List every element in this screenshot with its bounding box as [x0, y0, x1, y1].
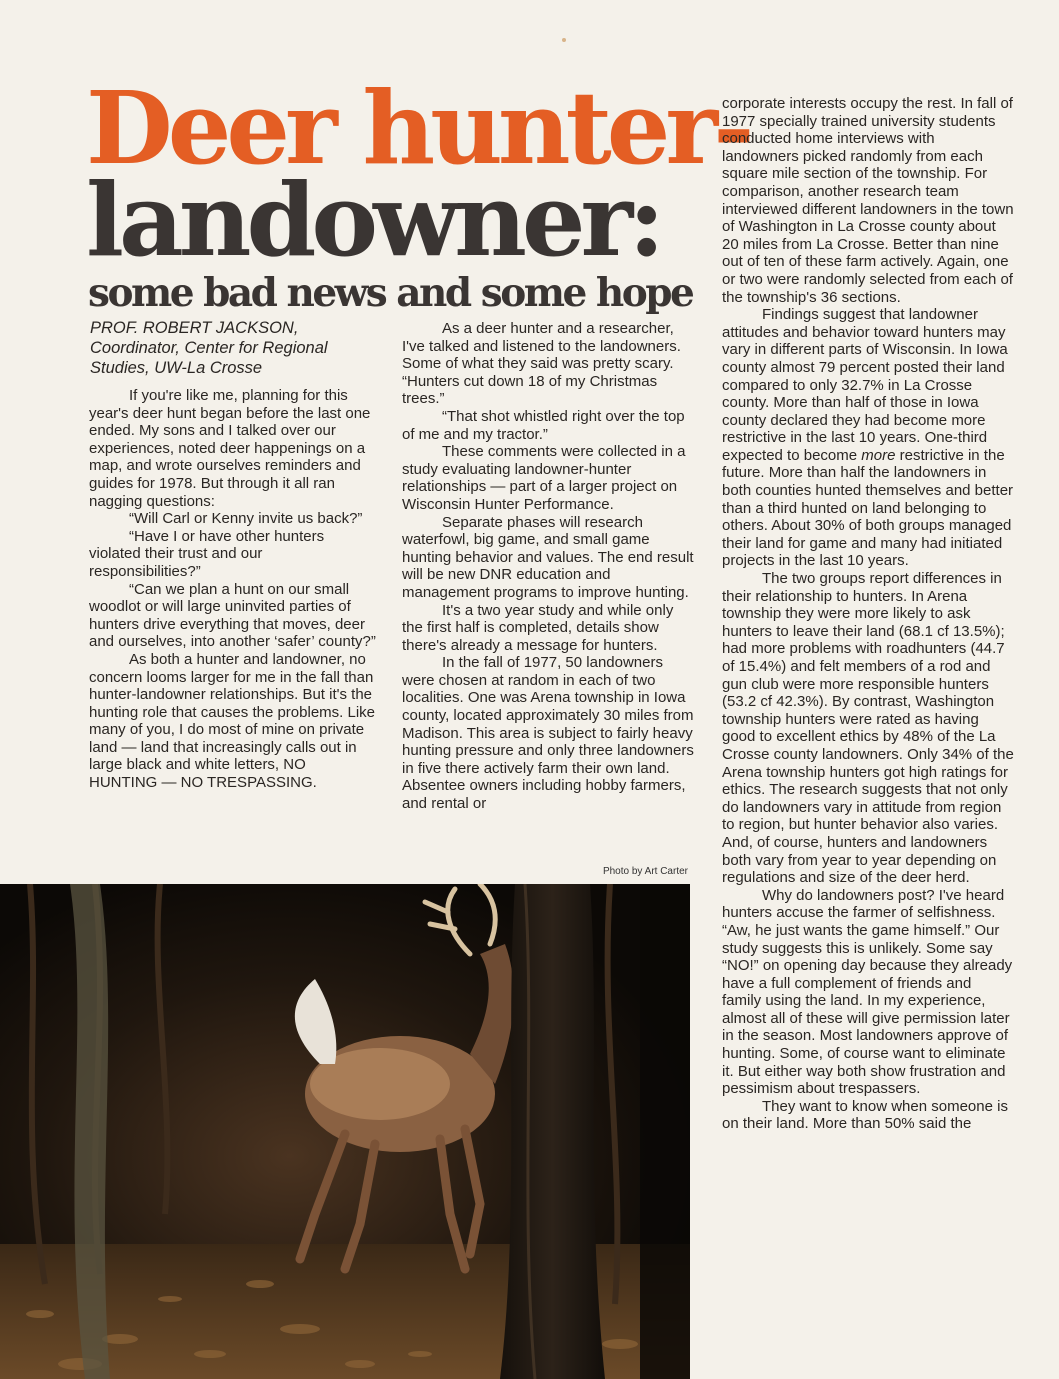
paragraph: “That shot whistled right over the top of me and my tractor.”	[402, 407, 685, 443]
paragraph-text: restrictive in the future. More than half the landowners in both counties hunted themselves and better than a third hunted on land belonging to others. About 30% of both groups managed their land for game and many had initiated projects in the last 10 years.	[722, 446, 1014, 570]
paragraph: “Can we plan a hunt on our small woodlot or will large uninvited parties of hunters drive everything that moves, deer and ourselves, into another ‘safer’ county?”	[89, 580, 376, 651]
paragraph: If you're like me, planning for this year's deer hunt began before the last one ended. My sons and I talked over our experiences, noted deer happenings on a map, and wrote ourselves reminders and guides for 1978. But through it all ran nagging questions:	[89, 387, 371, 510]
paragraph: These comments were collected in a study evaluating landowner-hunter relationships — part of a larger project on Wisconsin Hunter Performance.	[402, 443, 686, 513]
photo-credit: Photo by Art Carter	[602, 866, 688, 877]
article-column-3	[722, 95, 1014, 1133]
paragraph: They want to know when someone is on their land. More than 50% said the	[722, 1097, 1008, 1133]
byline-author: PROF. ROBERT JACKSON,	[90, 319, 299, 337]
paragraph	[722, 306, 1014, 570]
paragraph: Why do landowners post? I've heard hunters accuse the farmer of selfishness. “Aw, he just wants the game himself.” Our study suggests this is unlikely. Some say “NO!” on opening day because they already have a full complement of friends and family using the land. In my experience, almost all of these will give permission later in the season. Most landowners approve of hunting. Some, of course want to eliminate it. But either way both show frustration and pessimism about trespassers.	[722, 886, 1013, 1098]
article-column-1	[89, 387, 377, 792]
emphasis-more: more	[861, 446, 896, 464]
paragraph: The two groups report differences in their relationship to hunters. In Arena township they were more likely to ask hunters to leave their land (68.1 cf 13.5%); had more problems with roadhunters (44.7 of 15.4%) and felt members of a rod and gun club were more responsible hunters (53.2 cf 42.3%). By contrast, Washington township hunters were rated as having good to excellent ethics by 48% of the La Crosse county landowners. Only 34% of the Arena township hunters got high ratings for ethics. The research suggests that not only do landowners vary in attitude from region to region, but hunter behavior also varies. And, of course, hunters and landowners both vary from year to year depending on regulations and size of the deer herd.	[722, 570, 1014, 887]
paragraph: “Will Carl or Kenny invite us back?”	[129, 510, 363, 528]
headline-line-2: landowner:	[86, 161, 661, 279]
headline-line-1: Deer hunter-	[86, 69, 750, 187]
paper-speck	[562, 38, 566, 42]
deer-photo	[0, 884, 690, 1379]
paragraph: corporate interests occupy the rest. In fall of 1977 specially trained university students conducted home interviews with landowners picked randomly from each square mile section of the township. For comparison, another research team interviewed different landowners in the town of Washington in La Crosse county about 20 miles from La Crosse. Better than nine out of ten of these farm actively. Again, one or two were randomly selected from each of the township's 36 sections.	[722, 95, 1014, 306]
paragraph: Separate phases will research waterfowl, big game, and small game hunting behavior and values. The end result will be new DNR education and management programs to improve hunting.	[402, 513, 694, 601]
paragraph: “Have I or have other hunters violated their trust and our responsibilities?”	[89, 527, 325, 580]
deer-photo-illustration	[0, 884, 690, 1379]
article-column-2	[402, 320, 694, 813]
subtitle: some bad news and some hope	[88, 270, 693, 316]
paragraph: As a deer hunter and a researcher, I've talked and listened to the landowners. Some of what they said was pretty scary. “Hunters cut down 18 of my Christmas trees.”	[402, 320, 681, 408]
paragraph: It's a two year study and while only the first half is completed, details show there's already a message for hunters.	[402, 601, 674, 654]
paragraph-text: Findings suggest that landowner attitudes and behavior toward hunters may vary in different parts of Wisconsin. In Iowa county almost 79 percent posted their land compared to only 32.7% in La Crosse county. More than half of those in Iowa county declared they had become more restrictive in the last 10 years. One-third expected to become	[722, 306, 1008, 464]
byline-role: Coordinator, Center for Regional	[90, 339, 328, 357]
byline-affiliation: Studies, UW-La Crosse	[90, 359, 263, 377]
paragraph: As both a hunter and landowner, no concern looms larger for me in the fall than hunter-landowner relationships. But it's the hunting role that causes the problems. Like many of you, I do most of mine on private land — land that increasingly calls out in large black and white letters, NO HUNTING — NO TRESPASSING.	[89, 650, 376, 792]
paragraph: In the fall of 1977, 50 landowners were chosen at random in each of two localities. One was Arena township in Iowa county, located approximately 30 miles from Madison. This area is subject to fairly heavy hunting pressure and only three landowners in five there actively farm their own land. Absentee owners including hobby farmers, and rental or	[402, 654, 694, 813]
byline	[90, 318, 390, 378]
